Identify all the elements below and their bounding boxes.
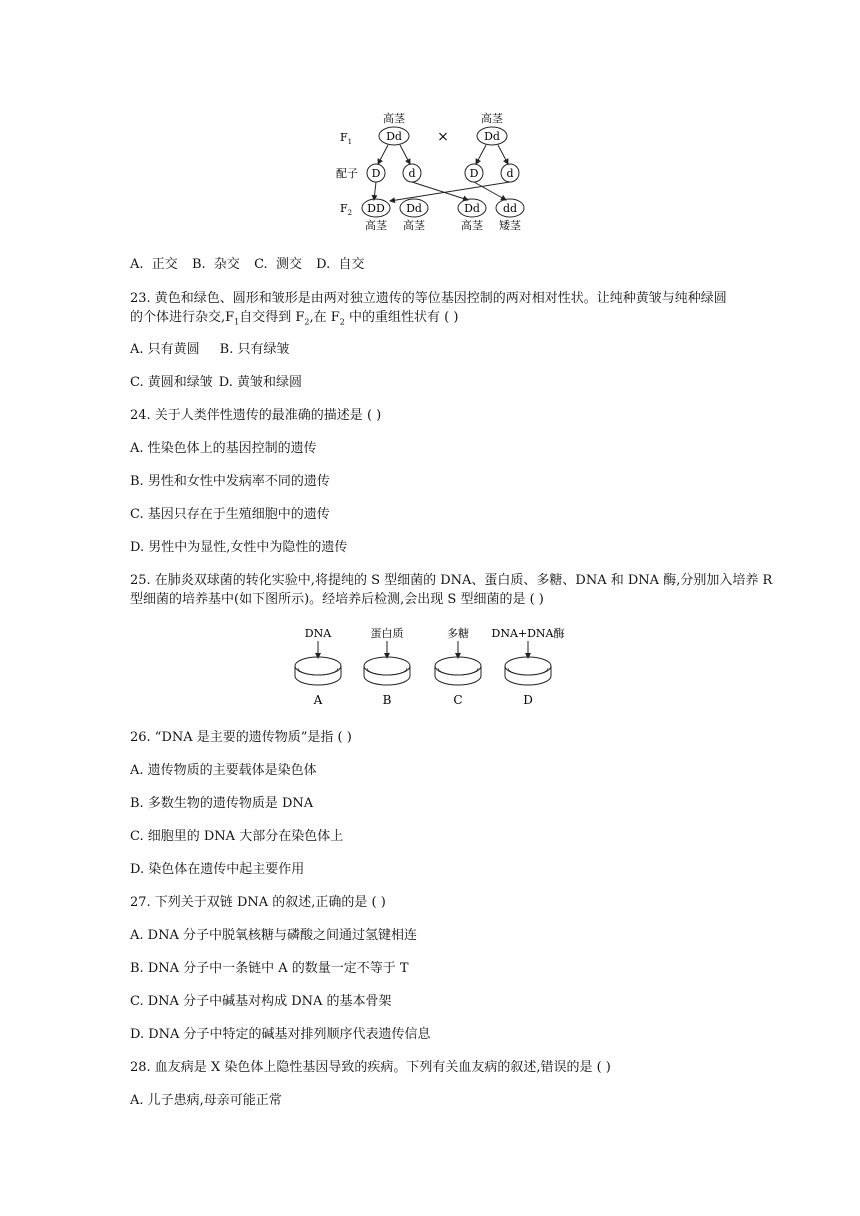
q23-stem-line1: 23. 黄色和绿色、圆形和皱形是由两对独立遗传的等位基因控制的两对相对性状。让纯种黄皱与纯种绿圆: [130, 291, 727, 306]
q28-stem: 28. 血友病是 X 染色体上隐性基因导致的疾病。下列有关血友病的叙述,错误的是 ( ): [130, 1060, 611, 1075]
offspring-phenotype: 高茎: [365, 219, 387, 232]
q24-option-b[interactable]: B. 男性和女性中发病率不同的遗传: [130, 474, 330, 489]
q27-option-b[interactable]: B. DNA 分子中一条链中 A 的数量一定不等于 T: [130, 961, 409, 976]
offspring-genotype: Dd: [464, 202, 480, 215]
q23-stem-line2: 的个体进行杂交$,F_1$自交得到 $F_2$,在 $F_2$ 中的重组性状有 ( ): [130, 310, 459, 327]
q22-option-c-letter: C.: [254, 257, 268, 272]
dish-b-label: 蛋白质: [370, 627, 404, 640]
cross-symbol: ×: [437, 129, 449, 145]
offspring-genotype: Dd: [406, 202, 422, 215]
q27-option-a[interactable]: A. DNA 分子中脱氧核糖与磷酸之间通过氢键相连: [130, 928, 417, 943]
offspring-genotype: DD: [367, 202, 385, 215]
cross-diagram: [330, 108, 540, 233]
q24-option-a[interactable]: A. 性染色体上的基因控制的遗传: [130, 441, 317, 456]
q24-stem: 24. 关于人类伴性遗传的最准确的描述是 ( ): [130, 408, 382, 423]
offspring-phenotype: 矮茎: [499, 219, 521, 232]
parent-right-genotype: Dd: [484, 130, 500, 143]
f2-label: $F_2$: [340, 202, 353, 217]
petri-dish-figure: [288, 624, 578, 712]
q23-options-row2: [130, 375, 302, 391]
parent-left-genotype: Dd: [386, 130, 402, 143]
q28-option-a[interactable]: A. 儿子患病,母亲可能正常: [130, 1093, 282, 1108]
gamete-label: 配子: [336, 167, 358, 180]
q27-option-d[interactable]: D. DNA 分子中特定的碱基对排列顺序代表遗传信息: [130, 1027, 431, 1042]
q25-stem-line1: 25. 在肺炎双球菌的转化实验中,将提纯的 S 型细菌的 DNA、蛋白质、多糖、DNA 和 DNA 酶,分别加入培养 R: [130, 573, 773, 588]
q22-option-a[interactable]: 正交: [151, 257, 178, 272]
dish-b-letter: B: [382, 693, 392, 707]
offspring-genotype: dd: [502, 202, 518, 215]
q22-option-b-letter: B.: [191, 257, 206, 272]
q23-option-c[interactable]: C. 黄圆和绿皱: [130, 375, 213, 390]
q22-option-d[interactable]: 自交: [338, 257, 365, 272]
dish-c: [435, 626, 481, 707]
dish-c-label: 多糖: [447, 627, 469, 640]
q23-option-a[interactable]: A. 只有黄圆: [130, 342, 200, 357]
q24-option-c[interactable]: C. 基因只存在于生殖细胞中的遗传: [130, 507, 330, 522]
q22-option-d-letter: D.: [316, 257, 331, 272]
q26-option-d[interactable]: D. 染色体在遗传中起主要作用: [130, 862, 305, 877]
dish-d-label: DNA+DNA酶: [491, 627, 565, 640]
q27-option-c[interactable]: C. DNA 分子中碱基对构成 DNA 的基本骨架: [130, 994, 392, 1009]
q26-option-a[interactable]: A. 遗传物质的主要载体是染色体: [130, 763, 317, 778]
dish-b: [364, 626, 410, 707]
gamete: D: [371, 167, 381, 180]
gamete: d: [506, 167, 514, 180]
gamete: D: [469, 167, 479, 180]
q23-option-d[interactable]: D. 黄皱和绿圆: [218, 375, 302, 390]
q24-option-d[interactable]: D. 男性中为显性,女性中为隐性的遗传: [130, 540, 348, 555]
q26-option-b[interactable]: B. 多数生物的遗传物质是 DNA: [130, 796, 314, 811]
q23-option-b[interactable]: B. 只有绿皱: [219, 342, 290, 357]
dish-d-letter: D: [523, 693, 533, 707]
dish-a-label: DNA: [304, 627, 332, 640]
q22-option-b[interactable]: 杂交: [213, 257, 240, 272]
dish-a: [295, 627, 341, 707]
q22-option-a-letter: A.: [130, 257, 144, 272]
offspring-phenotype: 高茎: [461, 219, 483, 232]
parent-left-phenotype: 高茎: [383, 112, 405, 125]
q23-options-row1: [130, 342, 289, 358]
f1-label: $F_1$: [340, 131, 353, 146]
parent-right-phenotype: 高茎: [481, 112, 503, 125]
dish-c-letter: C: [453, 693, 463, 707]
q25-stem-line2: 型细菌的培养基中(如下图所示)。经培养后检测,会出现 S 型细菌的是 ( ): [130, 592, 544, 607]
q27-stem: 27. 下列关于双链 DNA 的叙述,正确的是 ( ): [130, 895, 386, 910]
dish-d: [492, 626, 565, 707]
offspring-phenotype: 高茎: [403, 219, 425, 232]
q22-option-c[interactable]: 测交: [275, 257, 302, 272]
dish-a-letter: A: [313, 693, 323, 707]
gamete: d: [408, 167, 416, 180]
q22-options: [130, 257, 364, 273]
q26-stem: 26. “DNA 是主要的遗传物质”是指 ( ): [130, 730, 352, 745]
q26-option-c[interactable]: C. 细胞里的 DNA 大部分在染色体上: [130, 829, 344, 844]
